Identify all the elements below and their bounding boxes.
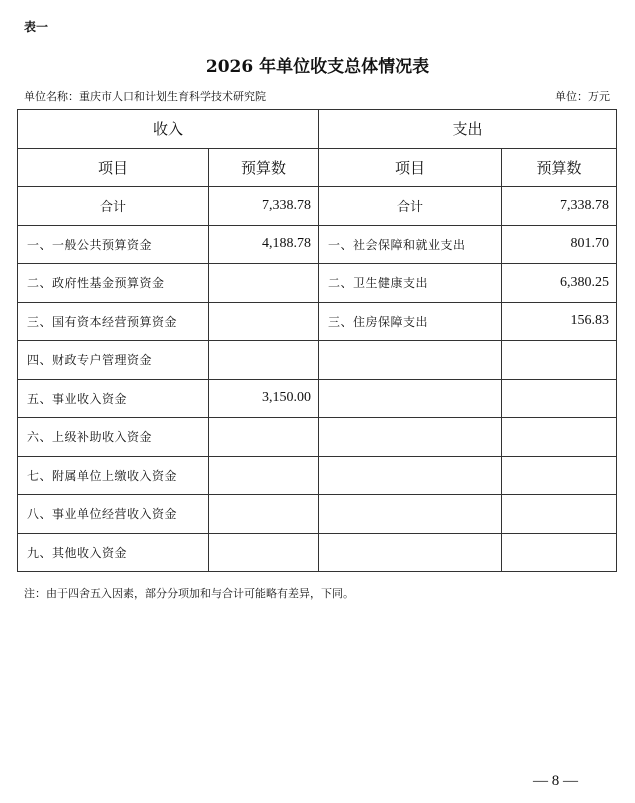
expense-budget-column-header: 预算数 [502, 148, 617, 187]
unit-name: 单位名称：重庆市人口和计划生育科学技术研究院 [24, 90, 266, 103]
income-value: 4,188.78 [209, 225, 319, 264]
budget-summary-table [17, 109, 617, 572]
total-row [18, 187, 617, 226]
expense-item: 一、社会保障和就业支出 [319, 225, 502, 264]
expense-item [319, 341, 502, 380]
expense-value [502, 418, 617, 457]
expense-value [502, 495, 617, 534]
table-row [18, 302, 617, 341]
income-item: 四、财政专户管理资金 [18, 341, 209, 380]
table-row [18, 495, 617, 534]
expense-value [502, 456, 617, 495]
expense-total-label: 合计 [319, 187, 502, 226]
section-header-row [18, 110, 617, 149]
income-value [209, 495, 319, 534]
income-value [209, 264, 319, 303]
income-value [209, 418, 319, 457]
income-value: 3,150.00 [209, 379, 319, 418]
table-row [18, 341, 617, 380]
table-row [18, 533, 617, 572]
table-row [18, 418, 617, 457]
income-item: 三、国有资本经营预算资金 [18, 302, 209, 341]
expense-header: 支出 [319, 110, 617, 149]
expense-item [319, 456, 502, 495]
income-value [209, 533, 319, 572]
expense-value [502, 533, 617, 572]
expense-total-value: 7,338.78 [502, 187, 617, 226]
expense-item-column-header: 项目 [319, 148, 502, 187]
expense-item [319, 495, 502, 534]
income-item: 七、附属单位上缴收入资金 [18, 456, 209, 495]
table-label: 表一 [24, 20, 49, 34]
document-title: 2026 年单位收支总体情况表 [205, 57, 430, 77]
income-item: 二、政府性基金预算资金 [18, 264, 209, 303]
income-total-value: 7,338.78 [209, 187, 319, 226]
income-value [209, 302, 319, 341]
income-item: 六、上级补助收入资金 [18, 418, 209, 457]
footnote: 注：由于四舍五入因素，部分分项加和与合计可能略有差异，下同。 [24, 587, 354, 600]
expense-value [502, 379, 617, 418]
table-row [18, 379, 617, 418]
income-value [209, 456, 319, 495]
income-item-column-header: 项目 [18, 148, 209, 187]
column-header-row [18, 148, 617, 187]
expense-value [502, 341, 617, 380]
income-value [209, 341, 319, 380]
page-number: — 8 — [533, 773, 578, 789]
income-header: 收入 [18, 110, 319, 149]
unit-label: 单位：万元 [555, 90, 610, 103]
table-row [18, 264, 617, 303]
expense-item: 二、卫生健康支出 [319, 264, 502, 303]
expense-value: 156.83 [502, 302, 617, 341]
income-item: 一、一般公共预算资金 [18, 225, 209, 264]
income-budget-column-header: 预算数 [209, 148, 319, 187]
expense-item [319, 533, 502, 572]
expense-value: 801.70 [502, 225, 617, 264]
income-total-label: 合计 [18, 187, 209, 226]
expense-item [319, 418, 502, 457]
table-row [18, 225, 617, 264]
expense-item [319, 379, 502, 418]
income-item: 八、事业单位经营收入资金 [18, 495, 209, 534]
income-item: 九、其他收入资金 [18, 533, 209, 572]
expense-value: 6,380.25 [502, 264, 617, 303]
income-item: 五、事业收入资金 [18, 379, 209, 418]
table-row [18, 456, 617, 495]
expense-item: 三、住房保障支出 [319, 302, 502, 341]
